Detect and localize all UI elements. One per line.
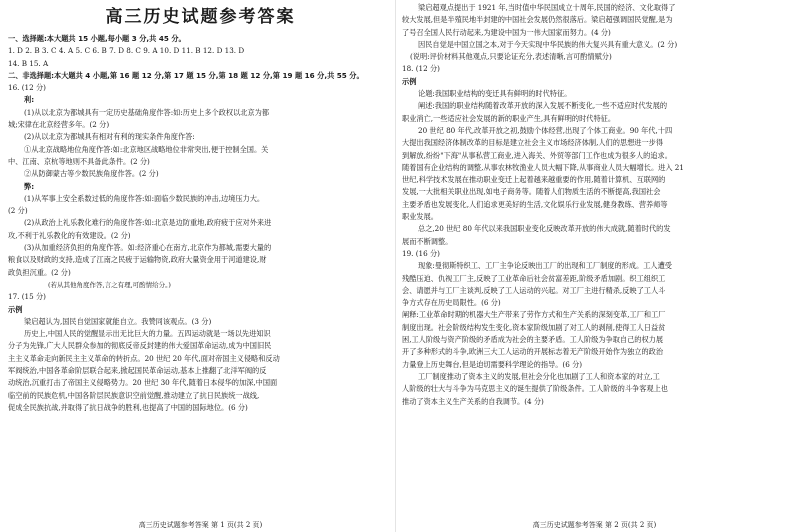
text-line: ①从北京战略地位角度作答:如:北京地区战略地位非常突出,便于控制全国。关 (24, 144, 269, 154)
text-line: (2 分) (8, 206, 28, 216)
answer-page-1 (8, 0, 393, 532)
text-line: 粮食以及财政的支持,造成了江南之民疲于运输物资,政府大量资金用于河道建设,财 (8, 255, 267, 265)
text-line: 因民自觉是中国立国之本,对于今天实现中华民族的伟大复兴具有重大意义。(2 分) (418, 39, 678, 49)
text-line: 总之,20 世纪 80 年代以来我国职业变化反映改革开放的伟大成就,随着时代的发 (418, 224, 671, 234)
page-divider (395, 0, 396, 532)
text-line: (1)从军事上安全系数过低的角度作答:如:面临少数民族的冲击,边境压力大。 (24, 193, 265, 203)
text-line: 随着国有企业结构的调整,从事农林牧渔业人员大幅下降,从事商业人员大幅增长。进入 21 (402, 162, 684, 172)
text-line: 发展,一大批相关职业出现,如电子商务等。随着人们物质生活的不断提高,我国社会 (402, 187, 661, 197)
text-line: 梁启超观点提出于 1921 年,当时值中华民国成立十周年,民国的经济、文化取得了 (418, 3, 676, 12)
text-line: 二、非选择题:本大题共 4 小题,第 16 题 12 分,第 17 题 15 分,第 18 题 12 分,第 19 题 16 分,共 55 分。 (8, 70, 364, 80)
text-line: 到解放,纷纷"下海"从事私营工商业,进入海关、外贸等部门工作也成为很多人的追求。 (402, 150, 672, 160)
text-line: 动统治,沉重打击了帝国主义侵略势力。20 世纪 30 年代,随着日本侵华的加深,中国面 (8, 378, 278, 388)
page-footer: 高三历史试题参考答案 第 2 页(共 2 页) (532, 521, 657, 529)
text-line: 职业消亡,一些适应社会发展的新的职业产生,具有鲜明的时代特征。 (402, 113, 616, 123)
text-line: 中、江南、京杭等地则不具备此条件。(2 分) (8, 156, 150, 166)
answer-page-2 (402, 0, 787, 532)
text-line: 推动了资本主义生产关系的自我调节。(4 分) (402, 396, 544, 406)
text-line: (2)从以北京为都城具有相对有利的现实条件角度作答: (24, 132, 195, 142)
text-line: 14. B 15. A (8, 58, 49, 68)
page-footer: 高三历史试题参考答案 第 1 页(共 2 页) (138, 521, 263, 529)
text-line: 制度出现。社会阶级结构发生变化,资本家阶级加剧了对工人的剥削,使得工人日益贫 (402, 322, 666, 332)
text-line: 利: (24, 95, 35, 105)
text-line: (说明:评价材料其他观点,只要论证充分,表述清晰,言可酌情赋分) (410, 52, 612, 62)
text-line: 历史上,中国人民的觉醒显示出无比巨大的力量。五四运动就是一场以先进知识 (24, 329, 271, 339)
text-line: 人阶级的壮大与斗争为马克思主义的诞生提供了阶级条件。工人阶级的斗争客观上也 (402, 384, 668, 394)
page-body (8, 33, 393, 414)
text-line: 世纪,科学技术发展在推动职业变迁上起着越来越重要的作用,随着计算机、互联网的 (402, 175, 666, 185)
page-title: 高三历史试题参考答案 (105, 7, 296, 27)
text-line: (若从其他角度作答,言之有理,可酌情给分。) (48, 280, 171, 289)
text-line: 分子为先锋,广大人民群众参加的彻底反帝反封建的伟大爱国革命运动,成为中国旧民 (8, 341, 272, 351)
text-line: 促成全民族抗战,并取得了抗日战争的胜利,也提高了中国的国际地位。(6 分) (8, 402, 248, 412)
text-line: 示例 (402, 76, 417, 86)
text-line: 17. (15 分) (8, 292, 46, 302)
text-line: 论题:我国职业结构的变迁具有鲜明的时代特征。 (418, 89, 572, 99)
text-line: ②从防御蒙古等少数民族角度作答。(2 分) (24, 169, 159, 179)
text-line: 城;宋律在北京经营多年。(2 分) (8, 120, 110, 130)
text-line: (3)从加重经济负担的角度作答。如:经济重心在南方,北京作为都城,需要大量的 (24, 243, 272, 253)
text-line: 困,工人阶级与资产阶级的矛盾成为社会的主要矛盾。工人阶级为争取自己的权力展 (402, 335, 664, 345)
text-line: 阐述:我国的职业结构随着改革开放的深入发展不断变化,一些不适应时代发展的 (418, 101, 668, 111)
text-line: 主要矛盾也发展变化,人们追求更美好的生活,文化娱乐行业发展,健身教练、营养师等 (402, 199, 668, 209)
text-line: 19. (16 分) (402, 248, 440, 258)
text-line: 一、选择题:本大题共 15 小题,每小题 3 分,共 45 分。 (8, 34, 186, 43)
text-line: 政负担沉重。(2 分) (8, 267, 71, 277)
text-line: 临空前的民族危机,中国各阶层民族意识空前觉醒,推动建立了抗日民族统一战线, (8, 390, 260, 400)
text-line: 会、请愿并与工厂主谈判,反映了工人运动的兴起。对工厂主进行精杀,反映了工人斗 (402, 285, 666, 295)
text-line: 现象:曼彻斯特织工、工厂主争论反映出工厂的出现和工厂制度的形成。工人遭受 (418, 261, 672, 271)
text-line: 力量登上历史舞台,但是迫切需要科学理论的指导。(6 分) (402, 359, 583, 369)
text-line: 弊: (24, 181, 35, 191)
text-line: 了号召全国人民行动起来,为建设中国为一伟大国家而努力。(4 分) (402, 27, 611, 37)
text-line: 梁启超认为,国民自觉国家就能自立。我赞同该观点。(3 分) (24, 316, 212, 326)
text-line: 18. (12 分) (402, 64, 440, 74)
text-line: 工厂制度推动了资本主义的发展,但社会分化也加剧了工人和资本家的对立,工 (418, 371, 660, 381)
page-body (402, 2, 787, 408)
text-line: 职业发展。 (402, 212, 438, 222)
text-line: 16. (12 分) (8, 83, 46, 93)
text-line: 1. D 2. B 3. C 4. A 5. C 6. B 7. D 8. C 9. A 10. D 11. B 12. D 13. D (8, 46, 245, 56)
text-line: 大提出我国经济体制改革的目标是建立社会主义市场经济体制,人们的思想进一步得 (402, 138, 664, 148)
text-line: 阐释:工业革命时期的机器大生产带来了劳作方式和生产关系的深刻变革,工厂和工厂 (402, 310, 666, 320)
text-line: 展而不断调整。 (402, 236, 453, 246)
text-line: 残酷压迫、仇视工厂主,反映了工业革命后社会贫富差距,阶级矛盾加剧。织工组织工 (402, 273, 666, 283)
text-line: 攻,不利于礼乐教化的有效建设。(2 分) (8, 230, 131, 240)
text-line: 20 世纪 80 年代,改革开放之初,鼓励个体经营,出现了个体工商业。90 年代,十四 (418, 125, 673, 135)
text-line: 军阀统治,中国各革命阶层联合起来,掀起国民革命运动,基本上推翻了北洋军阀的反 (8, 366, 267, 376)
text-line: (2)从政治上礼乐教化难行的角度作答:如:北京是边防重地,政府疲于应对外来进 (24, 218, 272, 228)
text-line: (1)从以北京为都城具有一定历史基础角度作答:如:历史上多个政权以北京为都 (24, 107, 270, 117)
text-line: 示例 (8, 304, 23, 314)
text-line: 争方式存在历史局限性。(6 分) (402, 298, 501, 308)
text-line: 较大发展,但是半殖民地半封建的中国社会发展仍然很落后。梁启超强调国民觉醒,是为 (402, 15, 673, 25)
text-line: 主主义革命走向新民主主义革命的转折点。20 世纪 20 年代,面对帝国主义侵略和反动 (8, 353, 280, 363)
text-line: 开了多种形式的斗争,欧洲三大工人运动的开展标志着无产阶级开始作为独立的政治 (402, 347, 664, 357)
